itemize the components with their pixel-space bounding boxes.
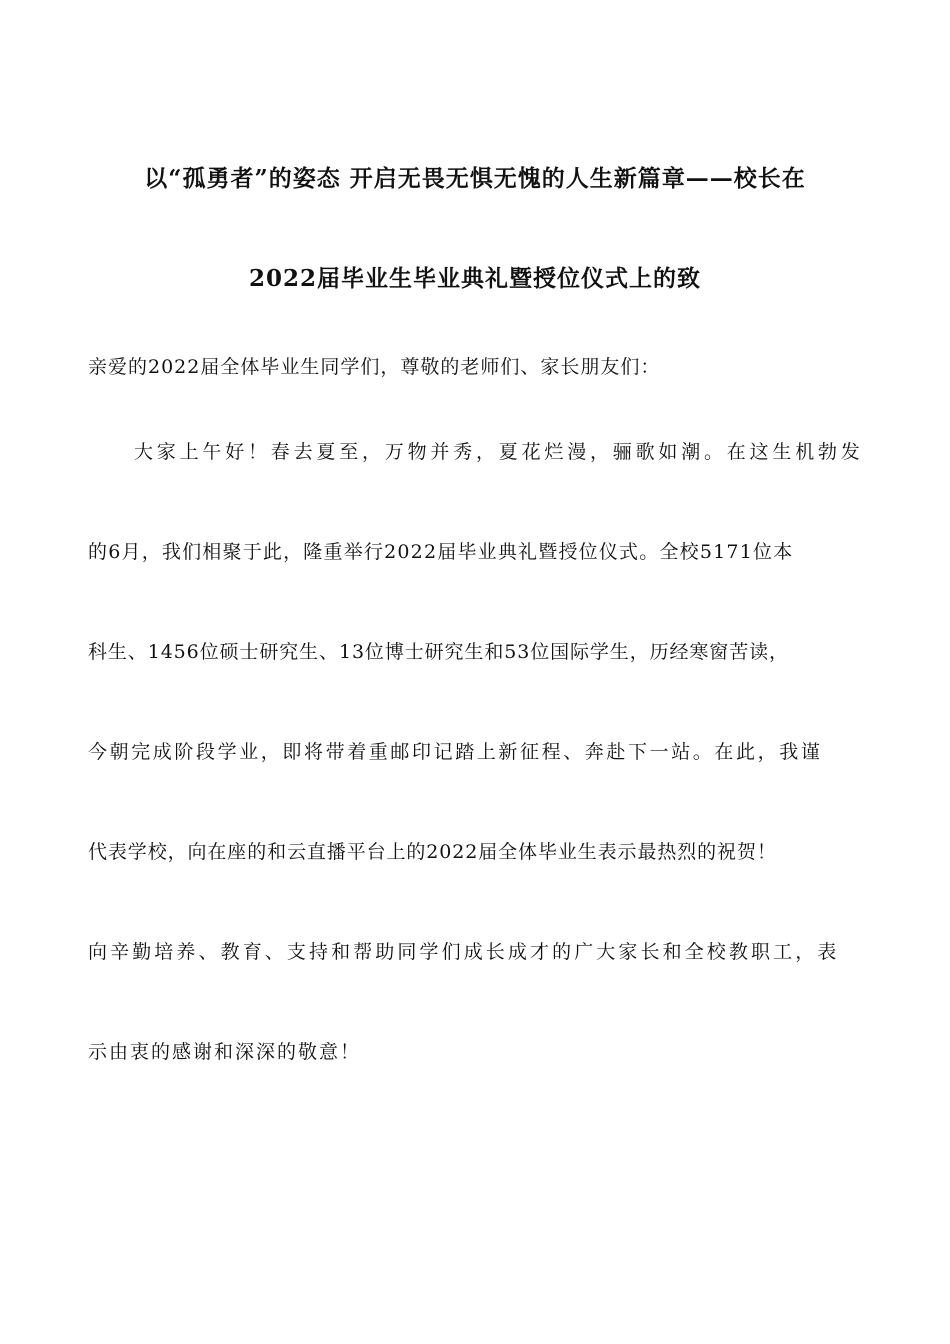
body-line: 科生、1456位硕士研究生、13位博士研究生和53位国际学生，历经寒窗苦读， (88, 641, 789, 663)
salutation: 亲爱的2022届全体毕业生同学们，尊敬的老师们、家长朋友们： (88, 356, 661, 378)
document-title-line-1: 以“孤勇者”的姿态 开启无畏无惧无愧的人生新篇章——校长在 (144, 165, 806, 192)
body-line: 向辛勤培养、教育、支持和帮助同学们成长成才的广大家长和全校教职工，表 (88, 941, 840, 963)
body-line: 示由衷的感谢和深深的敬意！ (88, 1041, 362, 1063)
body-line: 今朝完成阶段学业，即将带着重邮印记踏上新征程、奔赴下一站。在此，我谨 (88, 741, 823, 763)
body-line: 的6月，我们相聚于此，隆重举行2022届毕业典礼暨授位仪式。全校5171位本 (88, 541, 794, 563)
body-line: 代表学校，向在座的和云直播平台上的2022届全体毕业生表示最热烈的祝贺！ (88, 841, 777, 863)
body-line: 大家上午好！春去夏至，万物并秀，夏花烂漫，骊歌如潮。在这生机勃发 (134, 441, 864, 463)
document-title-line-2: 2022届毕业生毕业典礼暨授位仪式上的致 (248, 265, 701, 292)
